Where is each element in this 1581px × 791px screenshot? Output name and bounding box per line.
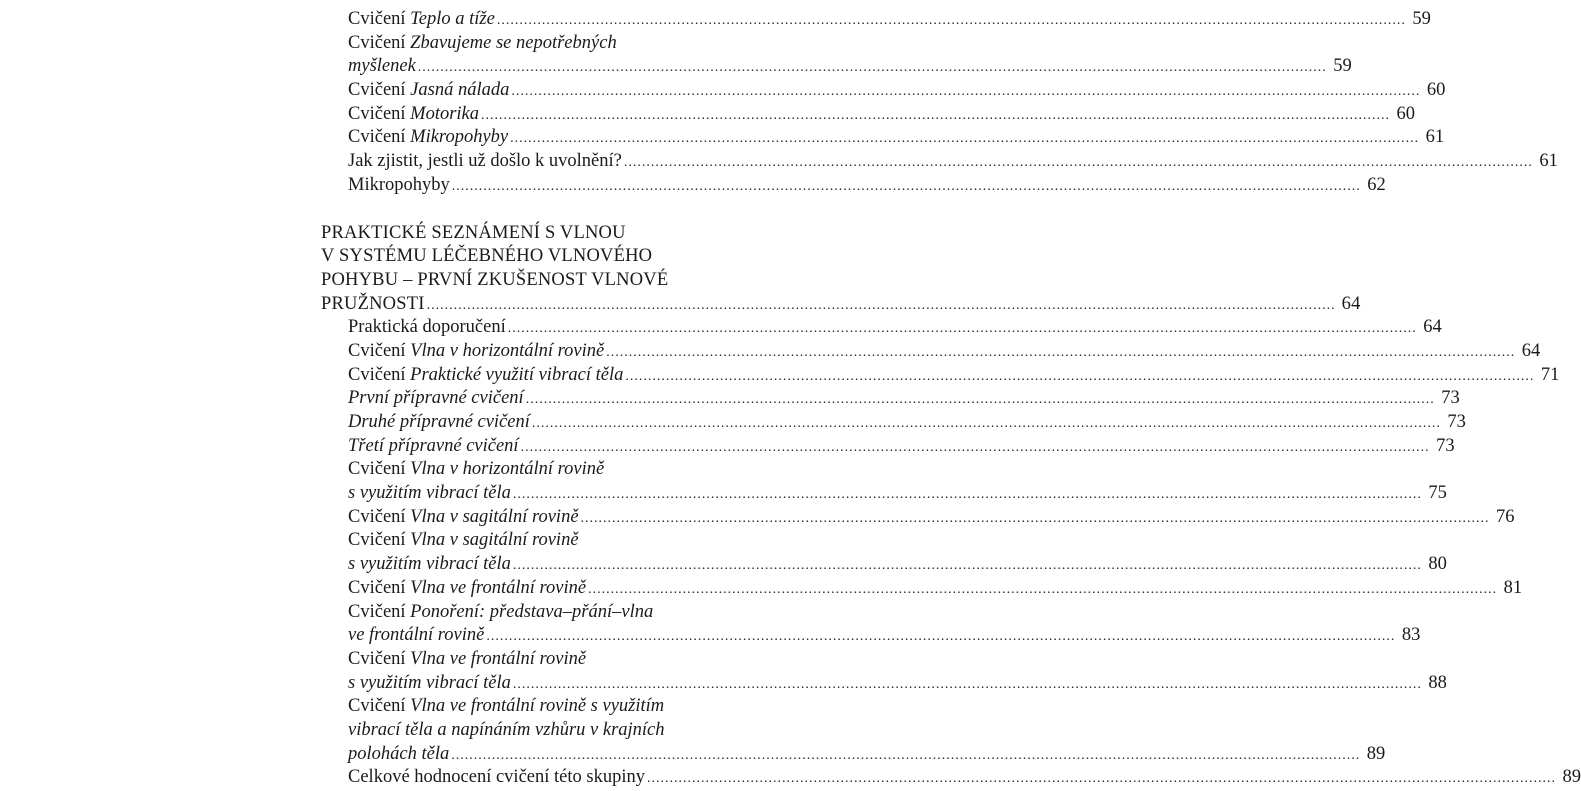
toc-page-number: 73 [1447, 412, 1466, 432]
toc-entry[interactable] [321, 55, 1352, 79]
toc-entry-title: Cvičení Vlna ve frontální rovině [348, 577, 587, 598]
toc-leader-dots [513, 673, 1422, 697]
toc-entry-title-line[interactable]: Cvičení Vlna v sagitální rovině [348, 530, 579, 551]
toc-entry[interactable] [321, 672, 1447, 696]
toc-chapter-heading[interactable] [321, 293, 1361, 317]
toc-entry[interactable] [321, 79, 1446, 103]
toc-entry-title: Druhé přípravné cvičení [348, 412, 530, 432]
toc-leader-dots [511, 80, 1420, 104]
toc-entry[interactable] [321, 766, 1581, 790]
toc-entry-title: Celkové hodnocení cvičení této skupiny [348, 767, 645, 788]
toc-leader-dots [532, 412, 1441, 436]
toc-leader-dots [427, 294, 1336, 318]
toc-entry[interactable] [321, 482, 1447, 506]
toc-entry-title-line[interactable]: Cvičení Zbavujeme se nepotřebných [348, 32, 617, 53]
toc-entry-title: Cvičení Jasná nálada [348, 80, 510, 101]
toc-leader-dots [497, 9, 1406, 33]
toc-entry-title: Praktická doporučení [348, 317, 506, 338]
toc-entry-title-line[interactable]: Cvičení Ponoření: představa–přání–vlna [348, 601, 654, 622]
toc-leader-dots [624, 151, 1533, 175]
toc-entry[interactable] [321, 435, 1455, 459]
toc-entry[interactable] [321, 553, 1447, 577]
toc-chapter-heading-line[interactable]: PRAKTICKÉ SEZNÁMENÍ S VLNOU [321, 222, 626, 243]
toc-leader-dots [481, 104, 1390, 128]
toc-entry-title: polohách těla [348, 743, 450, 764]
toc-leader-dots [588, 578, 1497, 602]
toc-entry[interactable] [321, 743, 1386, 767]
toc-entry-title: ve frontální rovině [348, 625, 485, 646]
toc-page-number: 83 [1401, 625, 1421, 646]
toc-entry-title: myšlenek [348, 56, 416, 77]
toc-entry-title: Mikropohyby [348, 174, 450, 195]
toc-page-number: 71 [1540, 364, 1560, 385]
toc-entry[interactable] [321, 174, 1386, 198]
toc-leader-dots [508, 317, 1417, 341]
toc-entry[interactable] [321, 103, 1416, 127]
toc-page-number: 89 [1366, 743, 1386, 764]
toc-chapter-heading-line[interactable]: POHYBU – PRVNÍ ZKUŠENOST VLNOVÉ [321, 269, 669, 290]
toc-page-number: 59 [1333, 56, 1352, 77]
toc-entry-title: s využitím vibrací těla [348, 672, 511, 693]
toc-leader-dots [513, 554, 1422, 578]
toc-entry[interactable] [321, 506, 1515, 530]
toc-page-number: 60 [1396, 103, 1416, 124]
toc-leader-dots [581, 507, 1490, 531]
toc-entry[interactable] [321, 126, 1445, 150]
toc-entry-title: Cvičení Teplo a tíže [348, 9, 495, 29]
toc-leader-dots [418, 56, 1327, 80]
table-of-contents [321, 8, 1581, 790]
toc-leader-dots [606, 341, 1515, 365]
toc-page-number: 59 [1412, 9, 1431, 29]
toc-leader-dots [625, 365, 1534, 389]
toc-page-number: 73 [1436, 435, 1455, 456]
toc-chapter-title: PRUŽNOSTI [321, 293, 425, 314]
toc-leader-dots [451, 744, 1360, 768]
toc-entry-title: Třetí přípravné cvičení [348, 435, 519, 456]
toc-page-number: 64 [1341, 293, 1361, 314]
toc-page-number: 80 [1428, 554, 1447, 575]
toc-entry[interactable] [321, 150, 1558, 174]
toc-page-number: 60 [1426, 80, 1446, 101]
toc-leader-dots [452, 175, 1361, 199]
toc-leader-dots [486, 625, 1395, 649]
toc-page-number: 89 [1562, 767, 1581, 788]
toc-page-number: 61 [1425, 127, 1445, 148]
toc-page-number: 64 [1521, 340, 1541, 361]
toc-page-number: 64 [1423, 317, 1442, 338]
toc-entry[interactable] [321, 8, 1431, 32]
toc-entry-title-line[interactable]: vibrací těla a napínáním vzhůru v krajních [348, 719, 665, 740]
toc-page-number: 81 [1503, 577, 1523, 598]
toc-leader-dots [521, 436, 1430, 460]
toc-entry[interactable] [321, 316, 1442, 340]
toc-page-number: 62 [1367, 174, 1386, 195]
toc-page-number: 75 [1428, 483, 1447, 504]
toc-entry-title-line[interactable]: Cvičení Vlna ve frontální rovině s využitím [348, 696, 665, 717]
toc-entry[interactable] [321, 577, 1523, 601]
toc-entry-title: Cvičení Motorika [348, 103, 480, 124]
toc-entry[interactable] [321, 387, 1460, 411]
toc-leader-dots [647, 767, 1556, 791]
toc-entry-title-line[interactable]: Cvičení Vlna v horizontální rovině [348, 459, 605, 480]
toc-entry[interactable] [321, 411, 1466, 435]
toc-leader-dots [526, 388, 1435, 412]
toc-entry-title: s využitím vibrací těla [348, 554, 511, 575]
toc-chapter-heading-line[interactable]: V SYSTÉMU LÉČEBNÉHO VLNOVÉHO [321, 246, 653, 267]
toc-entry-title: Cvičení Mikropohyby [348, 127, 509, 148]
toc-leader-dots [513, 483, 1422, 507]
toc-entry-title: Cvičení Vlna v horizontální rovině [348, 340, 605, 361]
toc-entry-title: Cvičení Praktické využití vibrací těla [348, 364, 624, 385]
toc-entry-title: První přípravné cvičení [348, 388, 524, 409]
toc-section-wave [321, 222, 1581, 791]
toc-entry-title-line[interactable]: Cvičení Vlna ve frontální rovině [348, 648, 587, 669]
toc-page-number: 73 [1441, 388, 1460, 409]
toc-entry-title: Cvičení Vlna v sagitální rovině [348, 506, 579, 527]
toc-entry[interactable] [321, 340, 1541, 364]
toc-page-number: 76 [1496, 506, 1515, 527]
toc-page-number: 61 [1539, 151, 1558, 172]
toc-entry-title: s využitím vibrací těla [348, 483, 511, 504]
toc-page-number: 88 [1428, 672, 1447, 693]
toc-section-relaxation [321, 8, 1558, 198]
toc-entry[interactable] [321, 364, 1560, 388]
toc-leader-dots [510, 127, 1419, 151]
toc-entry-title: Jak zjistit, jestli už došlo k uvolnění? [348, 151, 622, 172]
toc-entry[interactable] [321, 624, 1421, 648]
